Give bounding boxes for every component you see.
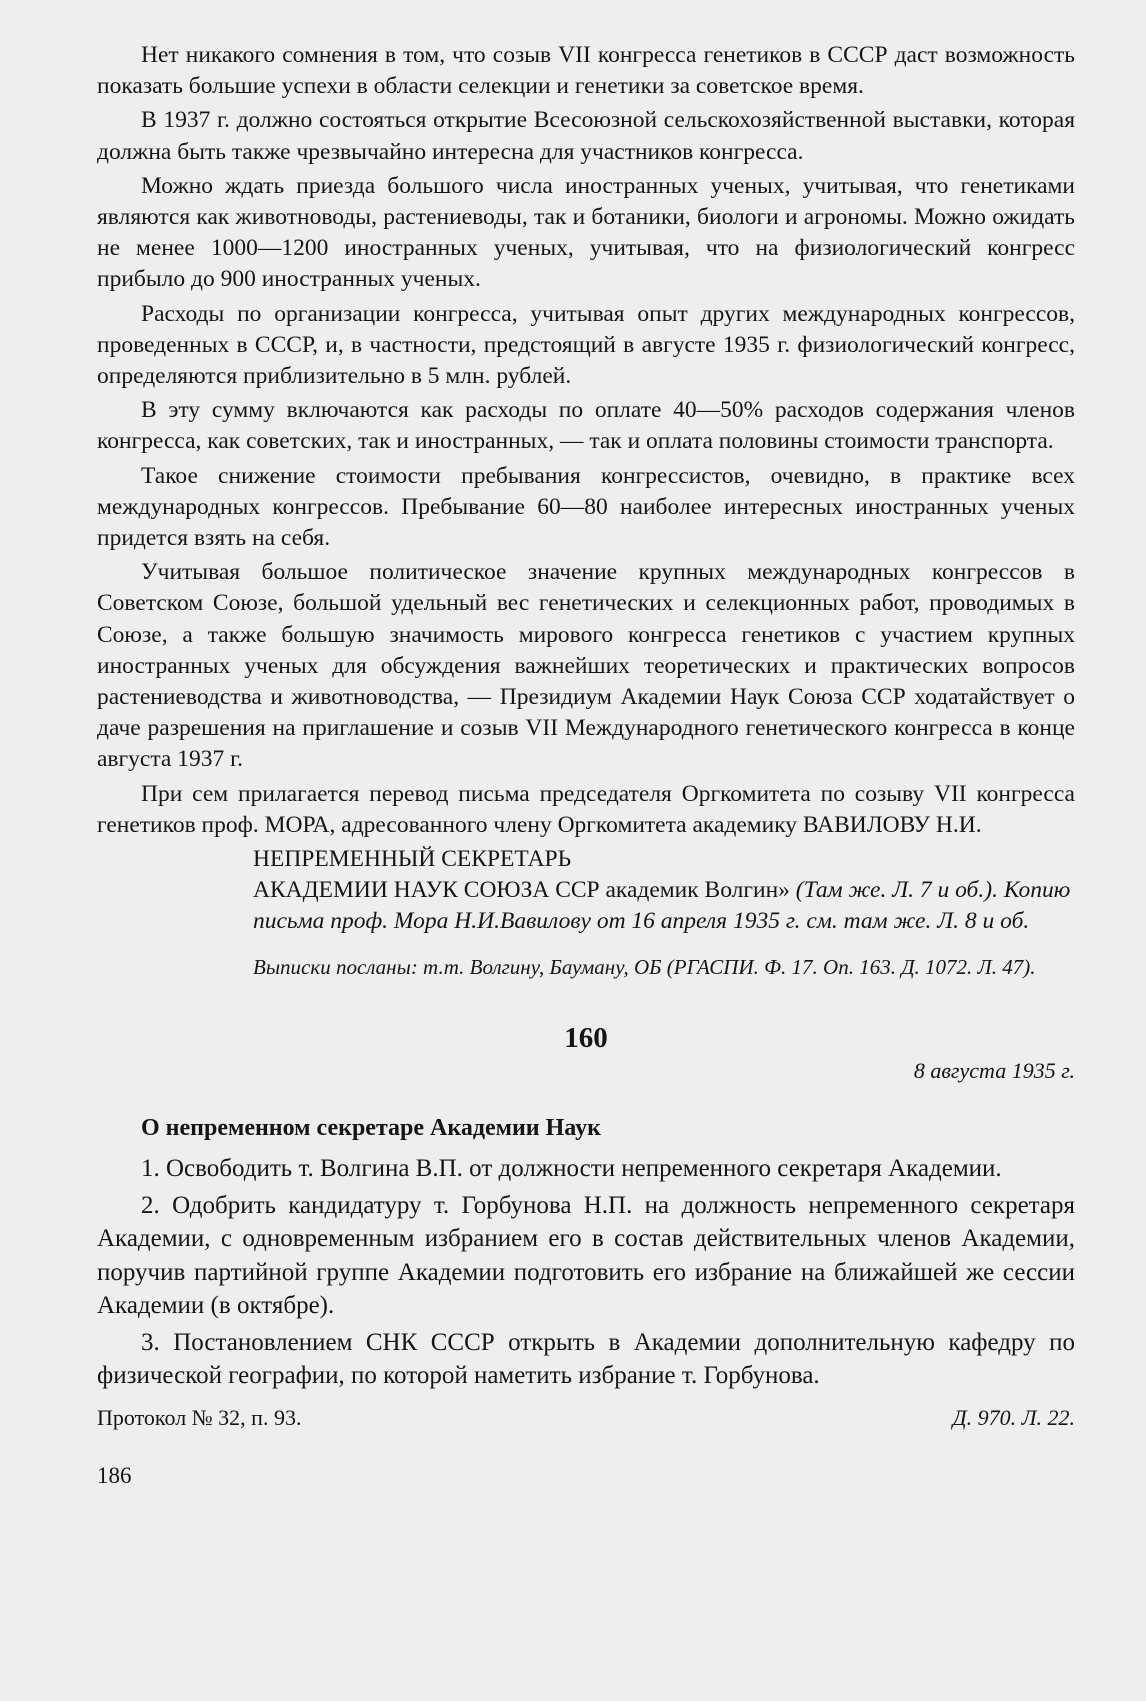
protocol-line: [97, 1403, 1075, 1433]
page-content: [97, 40, 1075, 1489]
decree-item-1: 1. Освободить т. Волгина В.П. от должности непременного секретаря Академии.: [141, 1155, 1002, 1183]
paragraph-4: Расходы по организации конгресса, учитывая опыт других международных конгрессов, проведенных в СССР, и, в частности, предстоящий в августе 1935 г. физиологический конгресс, определяются приблизительно в 5 млн. рублей.: [97, 300, 1075, 390]
paragraph-8: При сем прилагается перевод письма председателя Оргкомитета по созыву VII конгресса генетиков проф. МОРА, адресованного члену Оргкомитета академику ВАВИЛОВУ Н.И.: [97, 780, 1075, 838]
signature-note: (Там же. Л. 7 и об.). Копию письма проф. Мора Н.И.Вавилову от 16 апреля 1935 г. см. там же. Л. 8 и об.: [253, 877, 1071, 935]
source-note: Выписки посланы: т.т. Волгину, Бауману, ОБ (РГАСПИ. Ф. 17. Оп. 163. Д. 1072. Л. 47).: [253, 955, 1036, 980]
document-number: 160: [564, 1022, 608, 1055]
paragraph-6: Такое снижение стоимости пребывания конгрессистов, очевидно, в практике всех международных конгрессов. Пребывание 60—80 наиболее интересных иностранных ученых придется взять на себя.: [97, 462, 1075, 552]
paragraph-5: В эту сумму включаются как расходы по оплате 40—50% расходов содержания членов конгресса, как советских, так и иностранных, — так и оплата половины стоимости транспорта.: [97, 397, 1075, 455]
paragraph-3: Можно ждать приезда большого числа иностранных ученых, учитывая, что генетиками являются как животноводы, растениеводы, так и ботаники, биологи и агрономы. Можно ожидать не менее 1000—1200 иностранных ученых, учитывая, что на физиологический конгресс прибыло до 900 иностранных ученых.: [97, 172, 1075, 293]
archive-reference: Д. 970. Л. 22.: [952, 1404, 1075, 1430]
page-number: 186: [97, 1462, 132, 1488]
signature-block: [253, 844, 1075, 937]
paragraph-7: Учитывая большое политическое значение крупных международных конгрессов в Советском Союзе, большой удельный вес генетических и селекционных работ, проводимых в Союзе, а также большую значимость мирового конгресса генетиков с участием крупных иностранных ученых для обсуждения важнейших теоретических и практических вопросов растениеводства и животноводства, — Президиум Академии Наук Союза ССР ходатайствует о даче разрешения на приглашение и созыв VII Международного генетического конгресса в конце августа 1937 г.: [97, 559, 1075, 773]
paragraph-1: Нет никакого сомнения в том, что созыв VII конгресса генетиков в СССР даст возможность показать большие успехи в области селекции и генетики за советское время.: [97, 42, 1075, 100]
document-title: О непременном секретаре Академии Наук: [141, 1115, 601, 1142]
signature-name: [253, 875, 1075, 937]
paragraph-2: В 1937 г. должно состояться открытие Всесоюзной сельскохозяйственной выставки, которая должна быть также чрезвычайно интересна для участников конгресса.: [97, 107, 1075, 165]
signature-title: НЕПРЕМЕННЫЙ СЕКРЕТАРЬ: [253, 846, 572, 873]
signature-name-text: АКАДЕМИИ НАУК СОЮЗА ССР академик Волгин»: [253, 877, 790, 904]
protocol-text: Протокол № 32, п. 93.: [97, 1404, 302, 1430]
document-date: 8 августа 1935 г.: [913, 1058, 1075, 1084]
decree-item-3: 3. Постановлением СНК СССР открыть в Академии дополнительную кафедру по физической географии, по которой наметить избрание т. Горбунова.: [97, 1328, 1075, 1390]
decree-item-2: 2. Одобрить кандидатуру т. Горбунова Н.П. на должность непременного секретаря Академии, с одновременным избранием его в состав действительных членов Академии, поручив партийной группе Академии подготовить его избрание на ближайшей же сессии Академии (в октябре).: [97, 1191, 1075, 1320]
